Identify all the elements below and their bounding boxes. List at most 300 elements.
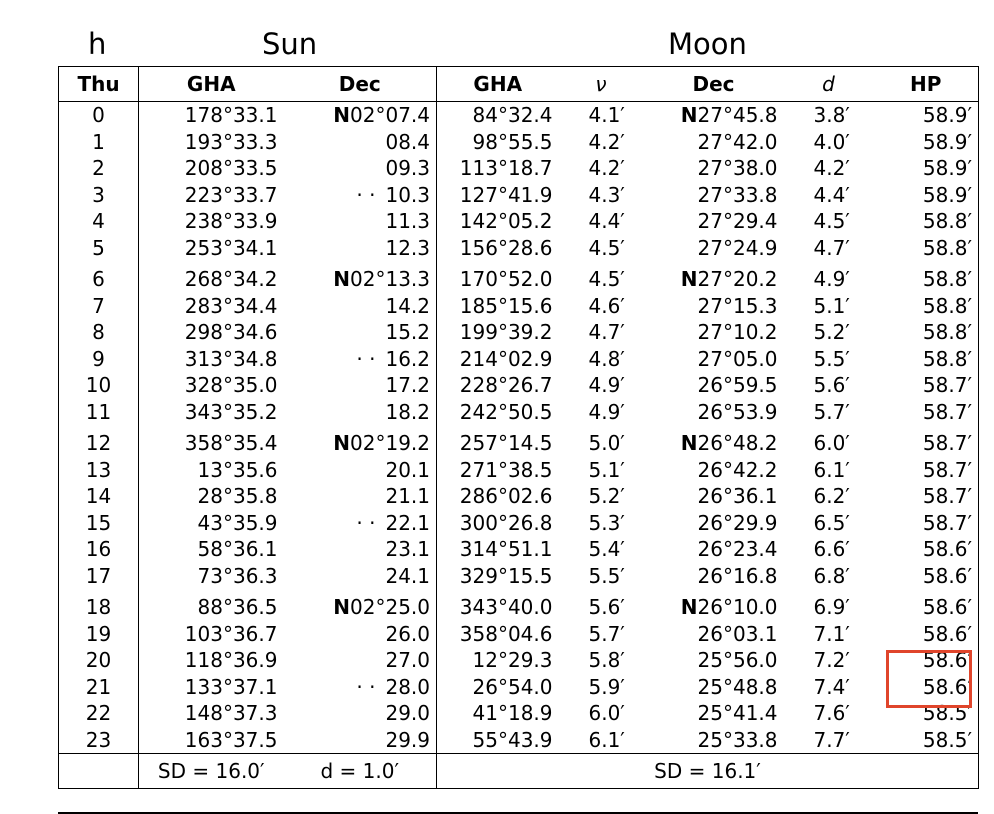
moon-gha-cell-value: 286°02.6: [459, 484, 553, 508]
hour-cell: [59, 674, 139, 701]
moon-gha-cell: [437, 293, 559, 320]
moon-hp-cell-value: 58.7′: [922, 399, 972, 424]
moon-gha-cell: [437, 155, 559, 182]
moon-v-cell-value: 5.8′: [588, 648, 625, 672]
hour-cell-value: 14: [85, 484, 112, 508]
moon-dec-cell: [644, 155, 784, 182]
moon-d-cell: [784, 155, 874, 182]
moon-d-cell-value: 7.4′: [813, 674, 850, 699]
moon-d-cell: [784, 399, 874, 426]
sun-dec-cell-prefix: N: [333, 431, 351, 455]
col-header-moon-hp: HP: [874, 67, 979, 102]
moon-gha-cell-value: 142°05.2: [459, 209, 553, 233]
moon-dec-cell-value: 27°05.0: [697, 346, 778, 371]
moon-gha-cell: [437, 727, 559, 754]
moon-gha-cell-value: 170°52.0: [459, 267, 553, 291]
moon-hp-cell: [874, 372, 979, 399]
moon-d-cell-value: 4.5′: [813, 209, 850, 233]
moon-v-cell: [559, 621, 644, 648]
moon-gha-cell: [437, 647, 559, 674]
table-row: [59, 102, 979, 129]
moon-gha-cell-value: 257°14.5: [459, 431, 553, 455]
sun-dec-cell: [284, 235, 437, 262]
hour-cell-value: 9: [92, 346, 105, 371]
hour-cell: [59, 563, 139, 590]
moon-dec-cell-prefix: N: [680, 595, 698, 619]
moon-d-cell-value: 5.7′: [813, 399, 850, 424]
sun-dec-cell-value: 15.2: [385, 320, 430, 344]
moon-hp-cell-value: 58.9′: [922, 103, 972, 127]
hour-cell-value: 4: [92, 209, 105, 233]
moon-d-cell: [784, 425, 874, 457]
sun-gha-cell-value: 313°34.8: [184, 346, 278, 371]
moon-d-cell-value: 6.2′: [813, 484, 850, 508]
moon-dec-cell-prefix: N: [680, 103, 698, 127]
moon-d-cell: [784, 129, 874, 156]
sun-dec-cell: [284, 208, 437, 235]
moon-hp-cell: [874, 589, 979, 621]
moon-gha-cell: [437, 700, 559, 727]
moon-dec-cell-value: 26°29.9: [697, 510, 778, 535]
sun-dec-cell: [284, 261, 437, 293]
moon-v-cell-value: 4.2′: [588, 129, 625, 154]
sun-dec-cell-value: 17.2: [385, 373, 430, 397]
sun-gha-cell: [139, 425, 284, 457]
moon-dec-cell-value: 26°59.5: [697, 373, 778, 397]
moon-hp-cell: [874, 425, 979, 457]
table-row: [59, 346, 979, 373]
moon-d-cell-value: 6.1′: [813, 457, 850, 482]
moon-dec-cell-value: 26°10.0: [697, 595, 778, 619]
sun-gha-cell-value: 163°37.5: [184, 727, 278, 752]
hour-cell-value: 20: [85, 648, 112, 672]
hour-cell-value: 15: [85, 510, 112, 535]
moon-d-cell-value: 5.2′: [813, 320, 850, 344]
moon-hp-cell-value: 58.7′: [922, 373, 972, 397]
moon-dec-cell-value: 27°10.2: [697, 320, 778, 344]
moon-d-cell-value: 5.5′: [813, 346, 850, 371]
table-body: [59, 102, 979, 754]
table-row: [59, 727, 979, 754]
moon-gha-cell-value: 127°41.9: [459, 182, 553, 207]
footer-sun-d: d = 1.0′: [284, 754, 437, 789]
sun-dec-cell-value: 02°13.3: [350, 267, 430, 291]
sun-dec-cell-value: 23.1: [385, 537, 430, 561]
moon-dec-cell-value: 25°33.8: [697, 727, 778, 752]
sun-gha-cell: [139, 319, 284, 346]
moon-v-cell-value: 4.5′: [588, 235, 625, 260]
moon-d-cell: [784, 727, 874, 754]
sun-gha-cell: [139, 293, 284, 320]
moon-gha-cell-value: 214°02.9: [459, 346, 553, 371]
moon-v-cell: [559, 399, 644, 426]
hour-cell-value: 17: [85, 563, 112, 588]
moon-v-cell-value: 5.1′: [588, 457, 625, 482]
moon-gha-cell-value: 300°26.8: [459, 510, 553, 535]
sun-gha-cell: [139, 674, 284, 701]
hour-cell-value: 0: [92, 103, 105, 127]
moon-gha-cell: [437, 563, 559, 590]
moon-hp-cell-value: 58.8′: [922, 267, 972, 291]
table-row: [59, 293, 979, 320]
moon-hp-cell-value: 58.6′: [922, 563, 972, 588]
hour-cell-value: 23: [85, 727, 112, 752]
moon-dec-cell: [644, 727, 784, 754]
moon-dec-cell-value: 27°20.2: [697, 267, 778, 291]
moon-d-cell-value: 5.6′: [813, 373, 850, 397]
table-row: [59, 589, 979, 621]
hour-cell: [59, 208, 139, 235]
sun-dec-cell-value: 27.0: [385, 648, 430, 672]
hour-cell-value: 21: [85, 674, 112, 699]
hour-cell-value: 2: [92, 156, 105, 180]
moon-dec-cell: [644, 319, 784, 346]
sun-gha-cell-value: 88°36.5: [197, 595, 278, 619]
sun-gha-cell-value: 253°34.1: [184, 235, 278, 260]
moon-v-cell: [559, 293, 644, 320]
table-row: [59, 536, 979, 563]
sun-gha-cell-value: 133°37.1: [184, 674, 278, 699]
sun-dec-cell: [284, 727, 437, 754]
table-row: [59, 563, 979, 590]
col-header-moon-v: ν: [559, 67, 644, 102]
moon-gha-cell: [437, 536, 559, 563]
moon-dec-cell: [644, 457, 784, 484]
moon-v-cell: [559, 182, 644, 209]
footer-sun-sd: SD = 16.0′: [139, 754, 284, 789]
sun-dec-cell-prefix: N: [333, 595, 351, 619]
moon-hp-cell: [874, 457, 979, 484]
hour-cell: [59, 399, 139, 426]
moon-dec-cell: [644, 563, 784, 590]
moon-gha-cell-value: 271°38.5: [459, 457, 553, 482]
sun-dec-cell-value: 22.1: [385, 510, 430, 535]
table-row: [59, 182, 979, 209]
table-row: [59, 372, 979, 399]
moon-gha-cell-value: 242°50.5: [459, 399, 553, 424]
sun-gha-cell: [139, 457, 284, 484]
moon-v-cell-value: 5.4′: [588, 537, 625, 561]
table-row: [59, 483, 979, 510]
moon-dec-cell: [644, 261, 784, 293]
sun-dec-cell-value: 12.3: [385, 235, 430, 260]
almanac-table: [58, 66, 979, 789]
sun-heading: Sun: [262, 27, 318, 61]
moon-dec-cell: [644, 536, 784, 563]
sun-dec-cell-value: 24.1: [385, 563, 430, 588]
moon-d-cell: [784, 647, 874, 674]
moon-v-cell: [559, 536, 644, 563]
moon-hp-cell-value: 58.9′: [922, 129, 972, 154]
moon-v-cell-value: 4.4′: [588, 209, 625, 233]
sun-gha-cell: [139, 129, 284, 156]
table-row: [59, 621, 979, 648]
table-row: [59, 155, 979, 182]
moon-dec-cell: [644, 674, 784, 701]
hour-cell-value: 3: [92, 182, 105, 207]
sun-gha-cell: [139, 727, 284, 754]
hour-cell: [59, 261, 139, 293]
hour-cell: [59, 483, 139, 510]
moon-gha-cell: [437, 674, 559, 701]
sun-gha-cell-value: 178°33.1: [184, 103, 278, 127]
moon-gha-cell-value: 113°18.7: [459, 156, 553, 180]
sun-gha-cell: [139, 235, 284, 262]
sun-dec-cell: [284, 700, 437, 727]
moon-hp-cell: [874, 293, 979, 320]
moon-hp-cell: [874, 621, 979, 648]
moon-dec-cell: [644, 293, 784, 320]
hour-cell-value: 5: [92, 235, 105, 260]
hour-cell: [59, 102, 139, 129]
moon-hp-cell-value: 58.5′: [922, 727, 972, 752]
hour-cell-value: 22: [85, 701, 112, 725]
moon-gha-cell-value: 314°51.1: [459, 537, 553, 561]
hour-heading: h: [88, 27, 107, 61]
sun-dec-cell-value: 09.3: [385, 156, 430, 180]
moon-hp-cell: [874, 102, 979, 129]
hour-cell: [59, 235, 139, 262]
moon-gha-cell: [437, 346, 559, 373]
sun-gha-cell: [139, 346, 284, 373]
moon-d-cell-value: 4.7′: [813, 235, 850, 260]
moon-v-cell: [559, 457, 644, 484]
sun-dec-cell: [284, 182, 437, 209]
moon-hp-cell-value: 58.7′: [922, 431, 972, 455]
moon-dec-cell: [644, 182, 784, 209]
moon-v-cell-value: 5.9′: [588, 674, 625, 699]
moon-gha-cell: [437, 372, 559, 399]
sun-gha-cell-value: 118°36.9: [184, 648, 278, 672]
table-row: [59, 674, 979, 701]
moon-d-cell-value: 6.6′: [813, 537, 850, 561]
moon-v-cell-value: 5.0′: [588, 431, 625, 455]
sun-gha-cell: [139, 182, 284, 209]
moon-hp-cell: [874, 536, 979, 563]
moon-v-cell-value: 4.1′: [588, 103, 625, 127]
moon-d-cell: [784, 261, 874, 293]
sun-dec-cell: [284, 483, 437, 510]
moon-dec-cell-prefix: N: [680, 267, 698, 291]
sun-dec-cell-value: 18.2: [385, 399, 430, 424]
moon-hp-cell: [874, 674, 979, 701]
moon-hp-cell: [874, 346, 979, 373]
col-header-moon-dec: Dec: [644, 67, 784, 102]
moon-v-cell: [559, 129, 644, 156]
moon-v-cell-value: 4.7′: [588, 320, 625, 344]
table-row: [59, 510, 979, 537]
sun-gha-cell-value: 43°35.9: [197, 510, 278, 535]
moon-hp-cell-value: 58.8′: [922, 320, 972, 344]
moon-dec-cell: [644, 589, 784, 621]
moon-gha-cell-value: 156°28.6: [459, 235, 553, 260]
moon-dec-cell: [644, 102, 784, 129]
moon-hp-cell-value: 58.6′: [922, 621, 972, 646]
moon-d-cell: [784, 700, 874, 727]
sun-dec-cell-value: 29.0: [385, 701, 430, 725]
sun-gha-cell: [139, 563, 284, 590]
moon-dec-cell: [644, 510, 784, 537]
moon-dec-cell-value: 25°41.4: [697, 701, 778, 725]
hour-cell: [59, 621, 139, 648]
moon-dec-cell-value: 27°15.3: [697, 293, 778, 318]
sun-gha-cell-value: 238°33.9: [184, 209, 278, 233]
moon-v-cell-value: 5.6′: [588, 595, 625, 619]
moon-d-cell: [784, 372, 874, 399]
sun-gha-cell-value: 58°36.1: [197, 537, 278, 561]
sun-dec-cell-value: 29.9: [385, 727, 430, 752]
moon-v-cell-value: 5.2′: [588, 484, 625, 508]
hour-cell: [59, 727, 139, 754]
hour-cell-value: 11: [85, 399, 112, 424]
moon-d-cell: [784, 674, 874, 701]
sun-dec-cell-value: 02°19.2: [350, 431, 430, 455]
footer-empty: [59, 754, 139, 789]
sun-gha-cell-value: 223°33.7: [184, 182, 278, 207]
sun-dec-cell-value: 02°07.4: [350, 103, 430, 127]
moon-dec-cell: [644, 208, 784, 235]
moon-gha-cell: [437, 399, 559, 426]
moon-v-cell-value: 4.2′: [588, 156, 625, 180]
moon-gha-cell-value: 26°54.0: [472, 674, 553, 699]
moon-hp-cell-value: 58.9′: [922, 156, 972, 180]
moon-dec-cell-value: 26°42.2: [697, 457, 778, 482]
footer-moon-sd: SD = 16.1′: [437, 754, 979, 789]
sun-gha-cell: [139, 647, 284, 674]
sun-dec-cell: [284, 563, 437, 590]
sun-dec-cell: [284, 399, 437, 426]
moon-gha-cell-value: 343°40.0: [459, 595, 553, 619]
moon-hp-cell: [874, 182, 979, 209]
moon-gha-cell-value: 329°15.5: [459, 563, 553, 588]
moon-dec-cell-value: 26°48.2: [697, 431, 778, 455]
sun-gha-cell: [139, 536, 284, 563]
hour-cell-value: 12: [85, 431, 112, 455]
sun-dec-cell-value: 28.0: [385, 674, 430, 699]
hour-cell: [59, 346, 139, 373]
sun-gha-cell-value: 193°33.3: [184, 129, 278, 154]
moon-dec-cell-value: 26°16.8: [697, 563, 778, 588]
moon-d-cell: [784, 293, 874, 320]
moon-v-cell: [559, 235, 644, 262]
moon-d-cell-value: 7.1′: [813, 621, 850, 646]
moon-hp-cell: [874, 155, 979, 182]
moon-gha-cell: [437, 208, 559, 235]
moon-hp-cell: [874, 319, 979, 346]
moon-dec-cell-value: 26°03.1: [697, 621, 778, 646]
sun-gha-cell-value: 343°35.2: [184, 399, 278, 424]
col-header-sun-dec: Dec: [284, 67, 437, 102]
moon-hp-cell: [874, 129, 979, 156]
sun-dec-cell-value: 16.2: [385, 346, 430, 371]
moon-gha-cell-value: 41°18.9: [472, 701, 553, 725]
moon-d-cell-value: 7.6′: [813, 701, 850, 725]
hour-cell: [59, 536, 139, 563]
moon-d-cell: [784, 589, 874, 621]
moon-d-cell-value: 3.8′: [813, 103, 850, 127]
sun-gha-cell-value: 103°36.7: [184, 621, 278, 646]
moon-v-cell: [559, 319, 644, 346]
moon-v-cell: [559, 425, 644, 457]
moon-gha-cell-value: 98°55.5: [472, 129, 553, 154]
moon-dec-cell: [644, 483, 784, 510]
moon-hp-cell-value: 58.6′: [922, 674, 972, 699]
hour-cell-value: 1: [92, 129, 105, 154]
table-row: [59, 647, 979, 674]
sun-gha-cell-value: 148°37.3: [184, 701, 278, 725]
sun-dec-cell-prefix: · ·: [356, 346, 376, 371]
sun-dec-cell: [284, 102, 437, 129]
moon-gha-cell-value: 228°26.7: [459, 373, 553, 397]
moon-v-cell-value: 4.3′: [588, 182, 625, 207]
moon-v-cell: [559, 674, 644, 701]
moon-d-cell-value: 4.0′: [813, 129, 850, 154]
moon-d-cell-value: 4.2′: [813, 156, 850, 180]
table-row: [59, 208, 979, 235]
moon-dec-cell-value: 27°29.4: [697, 209, 778, 233]
moon-gha-cell: [437, 457, 559, 484]
moon-d-cell: [784, 319, 874, 346]
hour-cell: [59, 293, 139, 320]
moon-gha-cell-value: 84°32.4: [472, 103, 553, 127]
moon-v-cell-value: 5.5′: [588, 563, 625, 588]
hour-cell: [59, 129, 139, 156]
sun-dec-cell: [284, 319, 437, 346]
moon-hp-cell: [874, 510, 979, 537]
header-row: [59, 67, 979, 102]
moon-v-cell-value: 4.6′: [588, 293, 625, 318]
moon-hp-cell: [874, 483, 979, 510]
moon-dec-cell: [644, 346, 784, 373]
moon-dec-cell: [644, 647, 784, 674]
sun-gha-cell: [139, 510, 284, 537]
sun-dec-cell-prefix: N: [333, 103, 351, 127]
moon-gha-cell-value: 185°15.6: [459, 293, 553, 318]
sun-gha-cell: [139, 700, 284, 727]
moon-d-cell: [784, 563, 874, 590]
moon-hp-cell-value: 58.8′: [922, 346, 972, 371]
sun-dec-cell: [284, 536, 437, 563]
moon-gha-cell: [437, 621, 559, 648]
moon-hp-cell-value: 58.6′: [922, 595, 972, 619]
hour-cell: [59, 425, 139, 457]
moon-gha-cell: [437, 129, 559, 156]
moon-v-cell: [559, 700, 644, 727]
moon-d-cell: [784, 457, 874, 484]
moon-dec-cell-value: 27°45.8: [697, 103, 778, 127]
moon-hp-cell-value: 58.6′: [922, 537, 972, 561]
moon-gha-cell: [437, 589, 559, 621]
moon-hp-cell-value: 58.7′: [922, 510, 972, 535]
moon-d-cell: [784, 536, 874, 563]
sun-gha-cell: [139, 372, 284, 399]
sun-dec-cell-value: 11.3: [385, 209, 430, 233]
sun-dec-cell-value: 02°25.0: [350, 595, 430, 619]
moon-d-cell: [784, 208, 874, 235]
moon-dec-cell-value: 26°36.1: [697, 484, 778, 508]
moon-gha-cell-value: 12°29.3: [472, 648, 553, 672]
sun-gha-cell-value: 28°35.8: [197, 484, 278, 508]
sun-gha-cell-value: 73°36.3: [197, 563, 278, 588]
hour-cell: [59, 589, 139, 621]
col-header-moon-d: d: [784, 67, 874, 102]
sun-dec-cell-prefix: · ·: [356, 674, 376, 699]
moon-hp-cell-value: 58.9′: [922, 182, 972, 207]
moon-v-cell-value: 6.1′: [588, 727, 625, 752]
moon-hp-cell-value: 58.8′: [922, 235, 972, 260]
moon-v-cell: [559, 102, 644, 129]
moon-v-cell: [559, 208, 644, 235]
